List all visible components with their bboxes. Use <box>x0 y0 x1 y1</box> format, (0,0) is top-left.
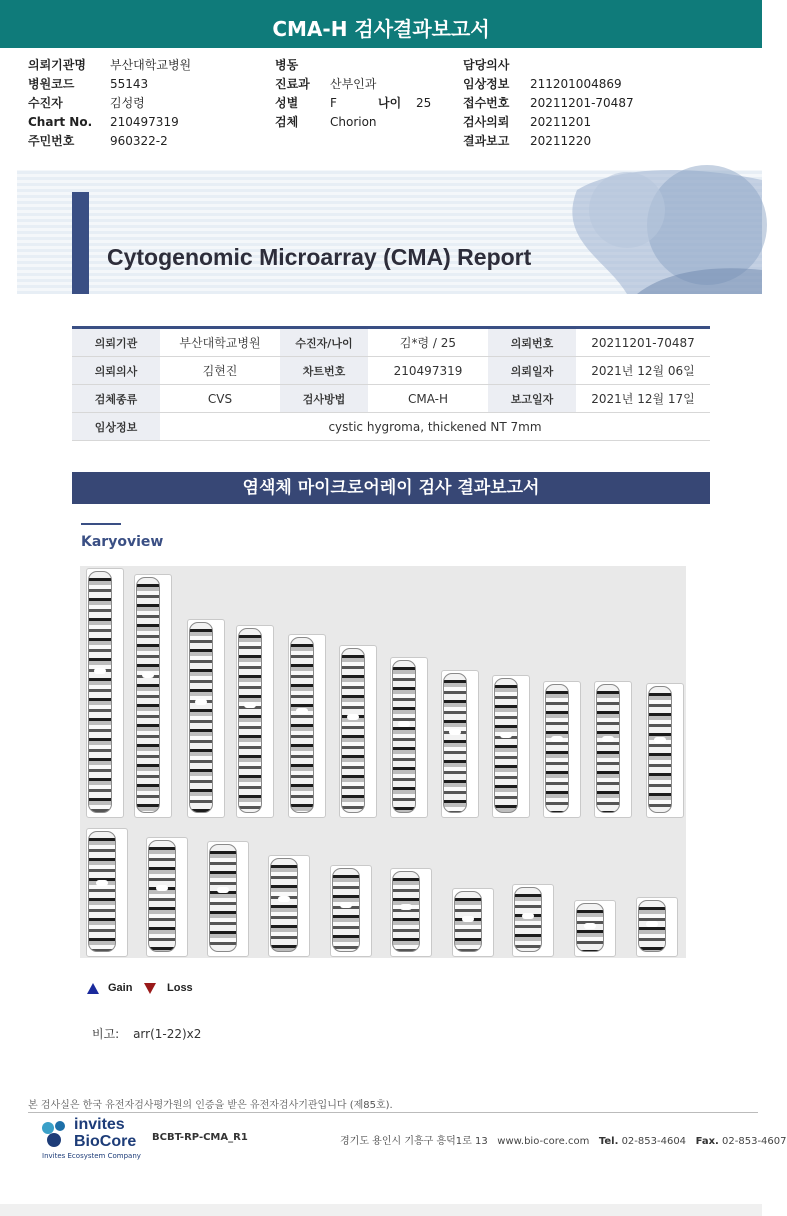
remark-label: 비고: <box>92 1027 120 1041</box>
centromere <box>584 923 596 929</box>
chromosome-body <box>648 686 672 813</box>
age-value: 25 <box>416 96 432 110</box>
table-key: 수진자/나이 <box>280 328 368 357</box>
patient-info-table <box>72 326 710 441</box>
chromosome-body <box>514 887 542 952</box>
table-key: 의뢰번호 <box>488 328 576 357</box>
company-contact <box>340 1132 787 1147</box>
centromere <box>244 702 256 708</box>
table-value: 2021년 12월 06일 <box>576 357 710 385</box>
centromere <box>142 672 154 678</box>
chromosome-body <box>454 891 482 952</box>
table-key: 의뢰의사 <box>72 357 160 385</box>
remark-value: arr(1-22)x2 <box>133 1027 202 1041</box>
chromosome-body <box>392 660 416 813</box>
header-row: 임상정보 211201004869 <box>463 77 622 91</box>
chromosome-body <box>638 900 666 952</box>
logo-line1: invites <box>74 1116 125 1133</box>
banner-title: Cytogenomic Microarray (CMA) Report <box>107 244 532 270</box>
table-key: 검체종류 <box>72 385 160 413</box>
header-row: 병원코드 55143 <box>28 77 149 91</box>
website: www.bio-core.com <box>497 1136 590 1147</box>
header-row: 담당의사 <box>463 58 510 72</box>
header-row: 수진자 김성령 <box>28 96 145 110</box>
chromosome-body <box>88 831 116 952</box>
header-row: 검사의뢰 20211201 <box>463 115 592 129</box>
report-banner <box>17 170 762 294</box>
centromere <box>347 714 359 720</box>
legend-gain: Gain <box>108 982 133 994</box>
tel: 02-853-4604 <box>621 1136 687 1147</box>
table-value: CVS <box>160 385 280 413</box>
banner-accent-bar <box>72 192 89 294</box>
centromere <box>195 699 207 705</box>
chromosome-body <box>596 684 620 813</box>
centromere <box>500 732 512 738</box>
table-value: 2021년 12월 17일 <box>576 385 710 413</box>
centromere <box>217 887 229 893</box>
header-row: 의뢰기관명 부산대학교병원 <box>28 58 192 72</box>
page-bottom-strip <box>0 1204 762 1216</box>
loss-icon <box>144 983 156 994</box>
centromere <box>156 885 168 891</box>
table-value: 김현진 <box>160 357 280 385</box>
table-key: 차트번호 <box>280 357 368 385</box>
centromere <box>278 896 290 902</box>
tel-label: Tel. <box>598 1136 619 1147</box>
chromosome-body <box>209 844 237 952</box>
header-col1 <box>28 56 191 151</box>
table-value: 210497319 <box>368 357 488 385</box>
chromosome-body <box>576 903 604 952</box>
fax: 02-853-4607 <box>722 1136 787 1147</box>
table-key: 임상정보 <box>72 413 160 441</box>
legend-loss: Loss <box>167 982 193 994</box>
centromere <box>646 921 658 927</box>
divider <box>28 1112 758 1113</box>
gain-icon <box>87 983 99 994</box>
chromosome-body <box>270 858 298 952</box>
section-title: 염색체 마이크로어레이 검사 결과보고서 <box>72 472 710 504</box>
table-row <box>72 357 710 385</box>
header-col3 <box>463 56 634 151</box>
chromosome-body <box>494 678 518 813</box>
logo-line2: BioCore <box>74 1133 137 1150</box>
header-row: 성별 F 나이 25 <box>275 94 431 113</box>
centromere <box>449 729 461 735</box>
header-row: 진료과 산부인과 <box>275 77 377 91</box>
centromere <box>96 880 108 886</box>
chromosome-body <box>545 684 569 813</box>
logo-icon <box>40 1118 70 1152</box>
document-code: BCBT-RP-CMA_R1 <box>152 1132 248 1143</box>
header-row: Chart No. 210497319 <box>28 115 179 129</box>
table-value: 김*령 / 25 <box>368 328 488 357</box>
centromere <box>94 668 106 674</box>
centromere <box>522 913 534 919</box>
fax-label: Fax. <box>695 1136 719 1147</box>
chromosome-body <box>189 622 213 813</box>
chromosome-body <box>443 673 467 813</box>
table-row <box>72 413 710 441</box>
chromosome-body <box>332 868 360 952</box>
centromere <box>462 916 474 922</box>
divider <box>81 523 121 525</box>
table-key: 의뢰일자 <box>488 357 576 385</box>
table-row <box>72 328 710 357</box>
logo-tagline: Invites Ecosystem Company <box>42 1152 141 1160</box>
centromere <box>654 737 666 743</box>
chromosome-body <box>341 648 365 813</box>
report-title: CMA-H 검사결과보고서 <box>0 0 762 48</box>
logo-text <box>74 1116 136 1150</box>
table-key: 의뢰기관 <box>72 328 160 357</box>
table-value: 20211201-70487 <box>576 328 710 357</box>
remark <box>92 1025 201 1042</box>
table-key: 보고일자 <box>488 385 576 413</box>
centromere <box>551 736 563 742</box>
age-label: 나이 <box>378 96 402 110</box>
chromosome-body <box>148 840 176 952</box>
banner-decoration <box>17 170 762 294</box>
header-row: 접수번호 20211201-70487 <box>463 96 634 110</box>
header-row: 검체 Chorion <box>275 115 377 129</box>
table-value: CMA-H <box>368 385 488 413</box>
centromere <box>602 736 614 742</box>
header-col2 <box>275 56 431 132</box>
table-row <box>72 385 710 413</box>
chromosome-body <box>88 571 112 813</box>
table-key: 검사방법 <box>280 385 368 413</box>
table-value: cystic hygroma, thickened NT 7mm <box>160 413 710 441</box>
header-row: 주민번호 960322-2 <box>28 134 168 148</box>
table-value: 부산대학교병원 <box>160 328 280 357</box>
centromere <box>340 902 352 908</box>
chromosome-body <box>392 871 420 952</box>
chromosome-body <box>136 577 160 813</box>
header-row: 결과보고 20211220 <box>463 134 592 148</box>
chromosome-body <box>290 637 314 813</box>
karyoview-title: Karyoview <box>81 534 164 550</box>
certification-note: 본 검사실은 한국 유전자검사평가원의 인증을 받은 유전자검사기관입니다 (제85호). <box>28 1100 393 1111</box>
centromere <box>400 904 412 910</box>
address: 경기도 용인시 기흥구 흥덕1로 13 <box>340 1136 488 1147</box>
centromere <box>398 721 410 727</box>
header-row: 병동 <box>275 58 299 72</box>
chromosome-body <box>238 628 262 813</box>
centromere <box>296 708 308 714</box>
